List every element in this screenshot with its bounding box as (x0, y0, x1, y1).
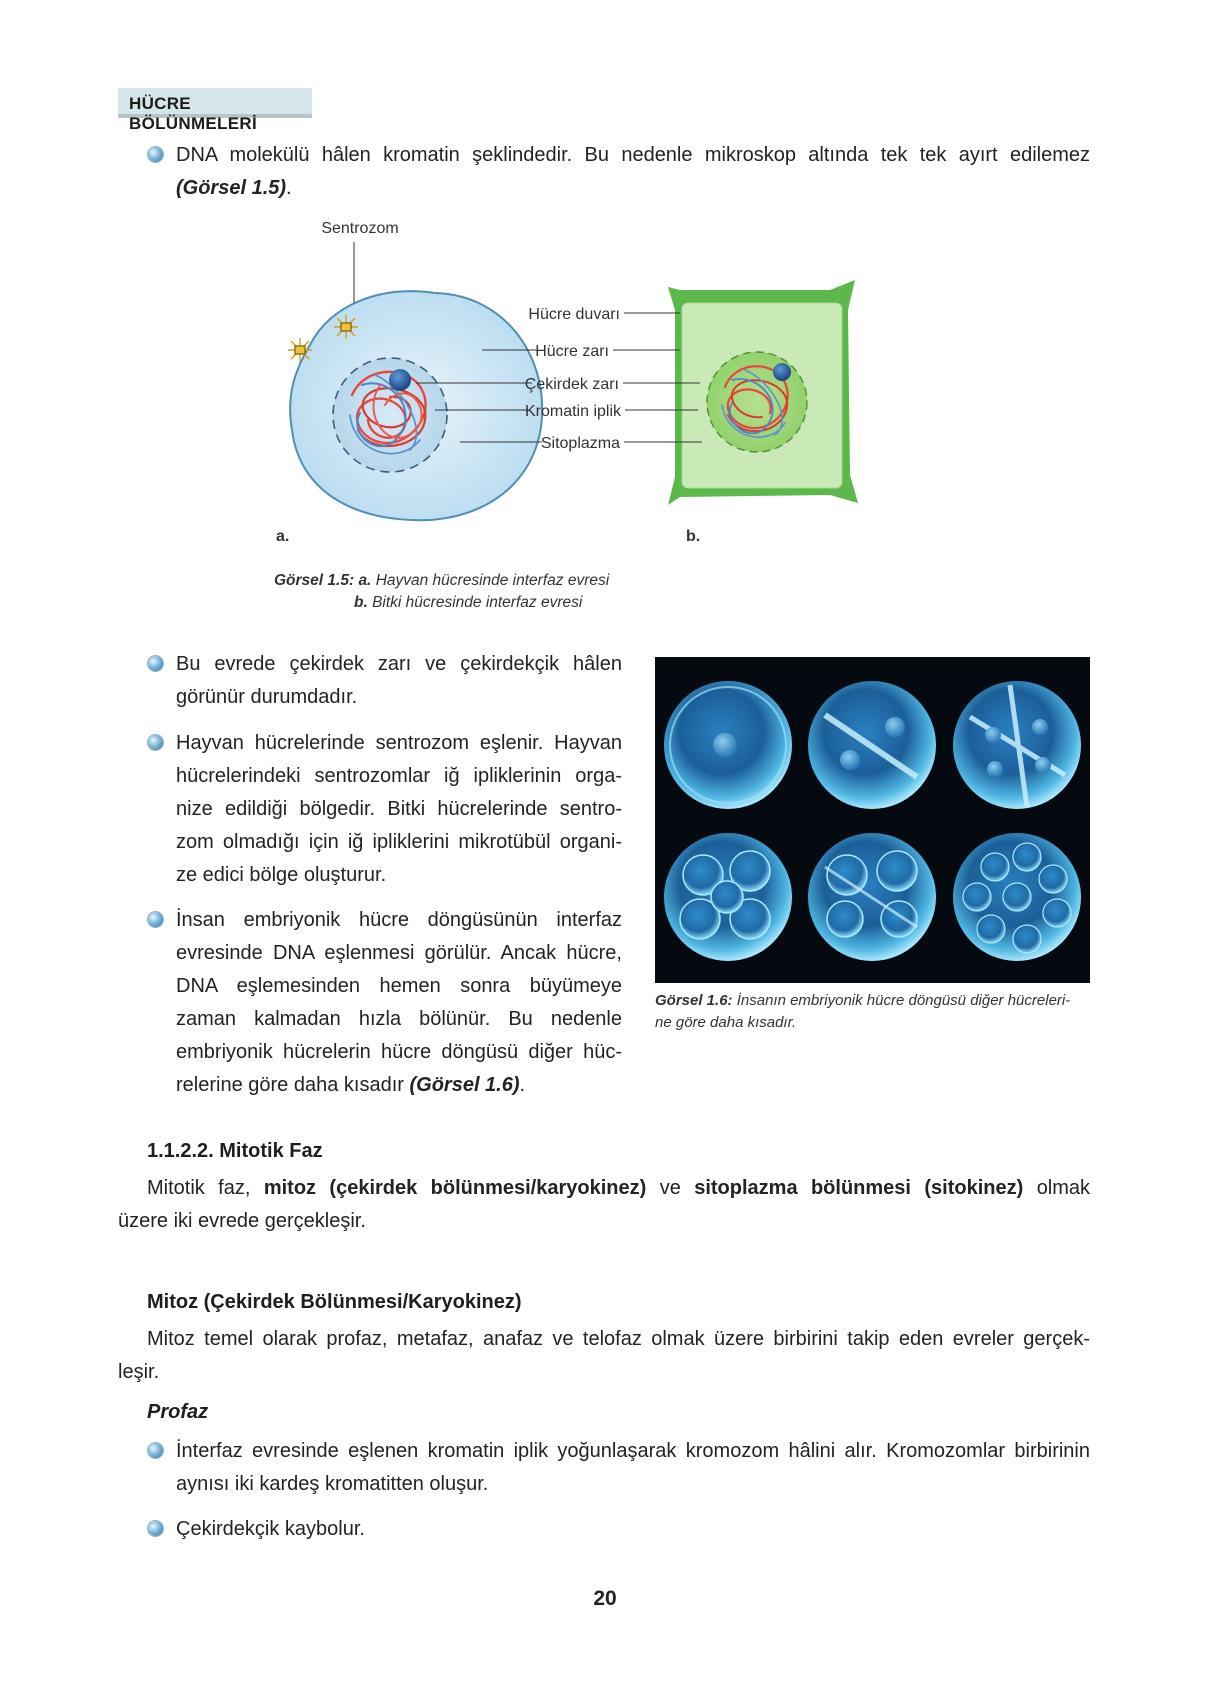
figure-1-5-caption: Görsel 1.5: a. Hayvan hücresinde interfaz evresi b. Bitki hücresinde interfaz evresi (274, 572, 610, 611)
panel-b-label: b. (686, 528, 701, 545)
figure-1-6-caption: Görsel 1.6: İnsanın embriyonik hücre döngüsü diğer hücreleri- ne göre daha kısadır. (655, 992, 1071, 1031)
animal-nucleolus (389, 369, 411, 391)
bullet-icon (148, 656, 163, 671)
embryo-4-cell (953, 681, 1081, 809)
intro-bullet-ref: (Görsel 1.5) (176, 177, 287, 199)
bullet-icon (148, 147, 163, 162)
bullet-icon (148, 735, 163, 750)
cell-wall-label: Hücre duvarı (528, 306, 620, 323)
plant-nucleolus (773, 363, 791, 381)
page-number: 20 (593, 1587, 617, 1610)
panel-a-label: a. (276, 528, 290, 545)
bullet-embryonic-cycle: İnsan embriyonik hücre döngüsünün interfaz evresinde DNA eşlenmesi görülür. Ancak hücre, DNA eşlemesinden hemen sonra büyümeye zaman kalmadan hızla bölünür. Bu nedenle embriyonik hücrelerin hücre döngüsü diğer hüc- relerine göre daha kısadır (Görsel 1.6). (176, 904, 622, 1102)
bullet-nucleus-visible: Bu evrede çekirdek zarı ve çekirdekçik hâlen görünür durumdadır. (176, 648, 622, 714)
intro-bullet-text: DNA molekülü hâlen kromatin şeklindedir. Bu nedenle mikroskop altında tek tek ayırt edilemez (176, 144, 1090, 166)
cytoplasm-label: Sitoplazma (540, 435, 620, 452)
embryo-2-cell (808, 681, 936, 809)
embryo-dividing-cell (808, 833, 936, 961)
mitotic-phase-paragraph: Mitotik faz, mitoz (çekirdek bölünmesi/karyokinez) ve sitoplazma bölünmesi (sitokinez) olmak üzere iki evrede gerçekleşir. (118, 1177, 1091, 1232)
bullet-icon (148, 912, 163, 927)
embryo-16-cell (953, 833, 1081, 961)
chapter-header (118, 88, 312, 133)
intro-bullet: DNA molekülü hâlen kromatin şeklindedir. Bu nedenle mikroskop altında tek tek ayırt edilemez (Görsel 1.5). (176, 139, 1090, 205)
nuclear-membrane-label: Çekirdek zarı (524, 376, 619, 393)
centrosome-label: Sentrozom (321, 220, 399, 237)
bullet-icon (148, 1443, 163, 1458)
bullet-icon (148, 1521, 163, 1536)
mitosis-paragraph: Mitoz temel olarak profaz, metafaz, anafaz ve telofaz olmak üzere birbirini takip eden evreler gerçek- leşir. (118, 1328, 1090, 1383)
prophase-subheading: Profaz (147, 1401, 209, 1423)
bullet-prophase-chromatin: İnterfaz evresinde eşlenen kromatin iplik yoğunlaşarak kromozom hâlini alır. Kromozomlar birbirinin aynısı iki kardeş kromatitten oluşur. (176, 1435, 1090, 1501)
embryo-8-cell (664, 833, 792, 961)
chromatin-label: Kromatin iplik (524, 403, 621, 420)
bullet-prophase-nucleolus: Çekirdekçik kaybolur. (176, 1513, 1090, 1546)
bullet-centrosome: Hayvan hücrelerinde sentrozom eşlenir. Hayvan hücrelerindeki sentrozomlar iğ ipliklerinin orga- nize edildiği bölgedir. Bitki hücrelerinde sentro- zom olmadığı için iğ ipliklerini mikrotübül organi- ze edici bölge oluşturur. (176, 727, 622, 892)
chapter-title: HÜCRE BÖLÜNMELERİ (129, 94, 257, 133)
figure-1-6-image (655, 657, 1090, 983)
mitosis-heading: Mitoz (Çekirdek Bölünmesi/Karyokinez) (147, 1291, 522, 1313)
figure-1-5-diagram (270, 215, 950, 555)
figure-1-6-ref: (Görsel 1.6) (409, 1074, 520, 1096)
mitotic-phase-heading: 1.1.2.2. Mitotik Faz (147, 1140, 323, 1162)
cell-membrane-label: Hücre zarı (535, 343, 609, 360)
embryo-1-cell (664, 681, 792, 809)
figure-1-5-ref: Görsel 1.5: (274, 572, 355, 589)
